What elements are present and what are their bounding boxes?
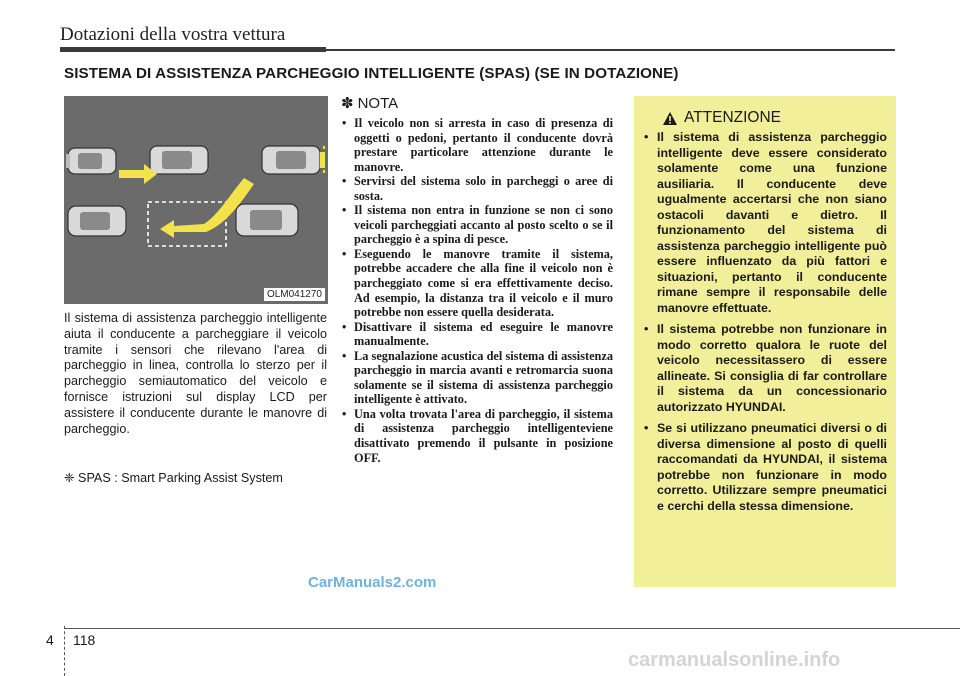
nota-item: • La segnalazione acustica del sistema di assistenza parcheggio in marcia avanti e retromarcia suona solamente se il sistema di assistenza parcheggio intelligente è attivato. [341, 349, 613, 407]
nota-item: • Disattivare il sistema ed eseguire le manovre manualmente. [341, 320, 613, 349]
page-title: SISTEMA DI ASSISTENZA PARCHEGGIO INTELLIGENTE (SPAS) (SE IN DOTAZIONE) [64, 65, 679, 82]
footer-hrule [64, 628, 960, 629]
parking-diagram [64, 96, 328, 304]
nota-item: • Servirsi del sistema solo in parcheggi o aree di sosta. [341, 174, 613, 203]
nota-list [341, 116, 613, 465]
nota-item: • Il veicolo non si arresta in caso di presenza di oggetti o pedoni, pertanto il conducente dovrà prestare particolare attenzione durante le manovre. [341, 116, 613, 174]
header-rule-thin [326, 49, 895, 51]
chapter-number: 4 [46, 632, 54, 648]
car-bottom-right [236, 204, 298, 236]
nota-item: • Eseguendo le manovre tramite il sistema, potrebbe accadere che alla fine il veicolo non è parcheggiato come si era effettivamente deciso. Ad esempio, la distanza tra il veicolo e il muro potrebbe non essere quella desiderata. [341, 247, 613, 320]
acronym-note: ❈ SPAS : Smart Parking Assist System [64, 471, 283, 485]
page-number: 118 [73, 632, 96, 648]
car-top-left [66, 148, 116, 174]
section-header: Dotazioni della vostra vettura [60, 24, 286, 45]
warning-item: • Il sistema potrebbe non funzionare in modo corretto qualora le ruote del veicolo necessitassero di essere allineate. Si consiglia di far controllare il sistema da un concessionario autorizzato HYUNDAI. [642, 322, 887, 415]
nota-star-icon: ✽ [341, 95, 354, 112]
car-top-middle [150, 146, 208, 174]
nota-section [341, 94, 613, 465]
warning-item: • Se si utilizzano pneumatici diversi o di diversa dimensione al posto di quelli raccomandati da HYUNDAI, il sistema potrebbe non funzionare in modo corretto. Utilizzare sempre pneumatici e cerchi della stessa dimensione. [642, 421, 887, 514]
intro-paragraph: Il sistema di assistenza parcheggio intelligente aiuta il conducente a parcheggiare il veicolo tramite i sensori che rilevano l'area di parcheggio in linea, controlla lo sterzo per il parcheggio semiautomatico del veicolo e fornisce istruzioni sul display LCD per assistere il conducente durante le manovre di parcheggio. [64, 311, 327, 436]
site-watermark: carmanualsonline.info [628, 649, 841, 671]
warning-heading [662, 109, 887, 127]
parking-illustration [64, 96, 328, 304]
warning-title: ATTENZIONE [684, 109, 782, 126]
warning-list [642, 130, 887, 514]
header-rule-thick [60, 47, 326, 52]
car-bottom-left [68, 206, 126, 236]
footer-vrule [64, 626, 65, 676]
warning-box [634, 96, 896, 587]
carmanuals-watermark: CarManuals2.com [308, 574, 437, 591]
figure-code: OLM041270 [264, 288, 325, 301]
warning-triangle-icon [662, 111, 678, 126]
car-top-right [262, 146, 325, 174]
warning-item: • Il sistema di assistenza parcheggio intelligente deve essere considerato solamente come una funzione ausiliaria. Il conducente deve ugualmente accertarsi che non siano ostacoli davanti e dietro. Il funzionamento del sistema di assistenza parcheggio intelligente può essere influenzato da più fattori e situazioni, pertanto il conducente rimane sempre il responsabile delle manovre effettuate. [642, 130, 887, 316]
nota-title: NOTA [357, 94, 399, 112]
nota-item: • Una volta trovata l'area di parcheggio, il sistema di assistenza parcheggio intelligenteviene disattivato premendo il pulsante in posizione OFF. [341, 407, 613, 465]
nota-item: • Il sistema non entra in funzione se non ci sono veicoli parcheggiati accanto al posto scelto o se il parcheggio è a spina di pesce. [341, 203, 613, 247]
nota-heading [341, 94, 613, 112]
